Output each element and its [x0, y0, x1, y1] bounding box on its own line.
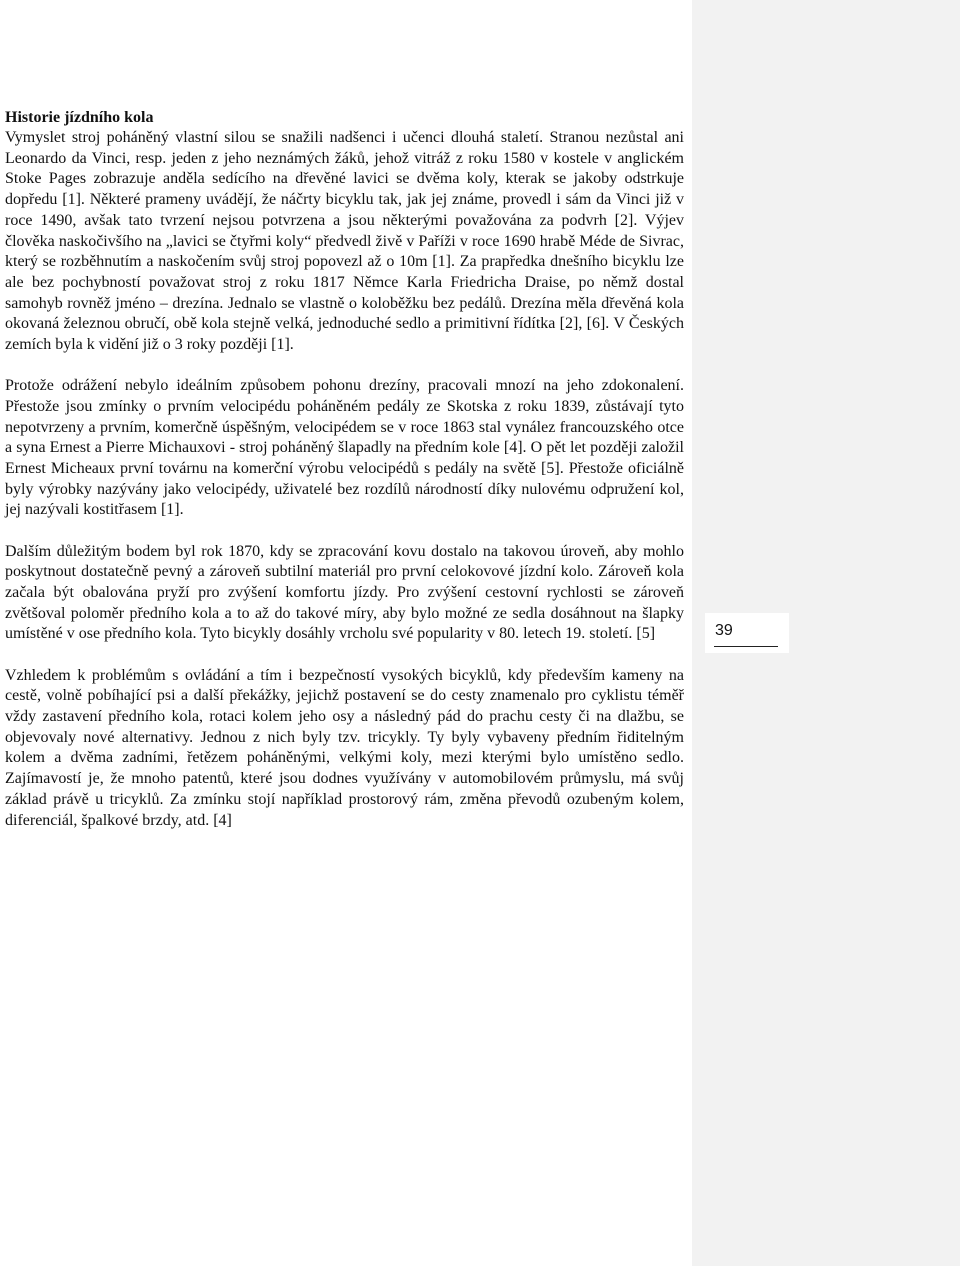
paragraph-4: Vzhledem k problémům s ovládání a tím i bezpečností vysokých bicyklů, kdy především kameny na cestě, volně pobíhající psi a další překážky, jejichž postavení se do cesty znamenalo pro cyklistu téměř vždy zastavení předního kola, rotaci kolem jeho osy a následný pád do prachu cesty či na dlažbu, se objevovaly nové alternativy. Jednou z nich byly tzv. tricykly. Ty byly vybaveny předním řiditelným kolem a dvěma zadními, řetězem poháněnými, velkými koly, mezi kterými bylo umístěno sedlo. Zajímavostí je, že mnoho patentů, které jsou dodnes využívány v automobilovém průmyslu, má svůj základ právě u tricyklů. Za zmínku stojí například prostorový rám, změna převodů ozubeným kolem, diferenciál, špalkové brzdy, atd. [4] [5, 666, 684, 829]
paragraph-3: Dalším důležitým bodem byl rok 1870, kdy se zpracování kovu dostalo na takovou úroveň, aby mohlo poskytnout dostatečně pevný a zároveň subtilní materiál pro první celokovové jízdní kolo. Zároveň kola začala být obalována pryží pro zvýšení komfortu jízdy. Pro zvýšení cestovní rychlosti se zároveň zvětšoval poloměr předního kola a to až do takové míry, aby bylo možné ze sedla dosáhnout na šlapky umístěné v ose předního kola. Tyto bicykly dosáhly vrcholu své popularity v 80. letech 19. století. [5] [5, 542, 684, 643]
page-number: 39 [715, 622, 733, 639]
paragraph-1: Vymyslet stroj poháněný vlastní silou se snažili nadšenci i učenci dlouhá staletí. Stranou nezůstal ani Leonardo da Vinci, resp. jeden z jeho neznámých žáků, jehož vitráž z roku 1580 v kostele v anglickém Stoke Pages zobrazuje anděla sedícího na dřevěné lavici se dvěma koly, kterak se jakoby odstrkuje dopředu [1]. Některé prameny uvádějí, že náčrty bicyklu tak, jak jej známe, provedl i sám da Vinci již v roce 1490, avšak tato tvrzení nejsou potvrzena a jsou některými považována za podvrh [2]. Výjev člověka naskočivšího na „lavici se čtyřmi koly“ předvedl živě v Paříži v roce 1690 hrabě Méde de Sivrac, který se rozběhnutím a naskočením svůj stroj popovezl až o 10m [1]. Za prapředka dnešního bicyklu lze ale bez pochybností považovat stroj z roku 1817 Němce Karla Friedricha Draise, po němž dostal samohyb rovněž jméno – drezína. Jednalo se vlastně o koloběžku bez pedálů. Drezína měla dřevěná kola okovaná železnou obručí, obě kola stejně velká, jednoduché sedlo a primitivní řídítka [2], [6]. V Českých zemích byla k vidění již o 3 roky později [1]. [5, 129, 684, 354]
document-body [5, 108, 684, 831]
section-title: Historie jízdního kola [5, 109, 154, 126]
paragraph-2: Protože odrážení nebylo ideálním způsobem pohonu drezíny, pracovali mnozí na jeho zdokonalení. Přestože jsou zmínky o prvním velocipédu poháněném pedály ze Skotska z roku 1839, zůstávají tyto nepotvrzeny a prvním, komerčně úspěšným, velocipédem se v roce 1863 stal vynález francouzského otce a syna Ernest a Pierre Michauxovi - stroj poháněný šlapadly na předním kole [4]. O pět let později založil Ernest Micheaux první továrnu na komerční výrobu velocipédů s pedály na světě [5]. Přestože oficiálně byly výrobky nazývány jako velocipédy, uživatelé bez rozdílů národností díky nulovému odpružení kol, jej nazývali kostitřasem [1]. [5, 377, 684, 519]
page-number-underline [714, 646, 778, 647]
page-number-box [705, 613, 789, 653]
